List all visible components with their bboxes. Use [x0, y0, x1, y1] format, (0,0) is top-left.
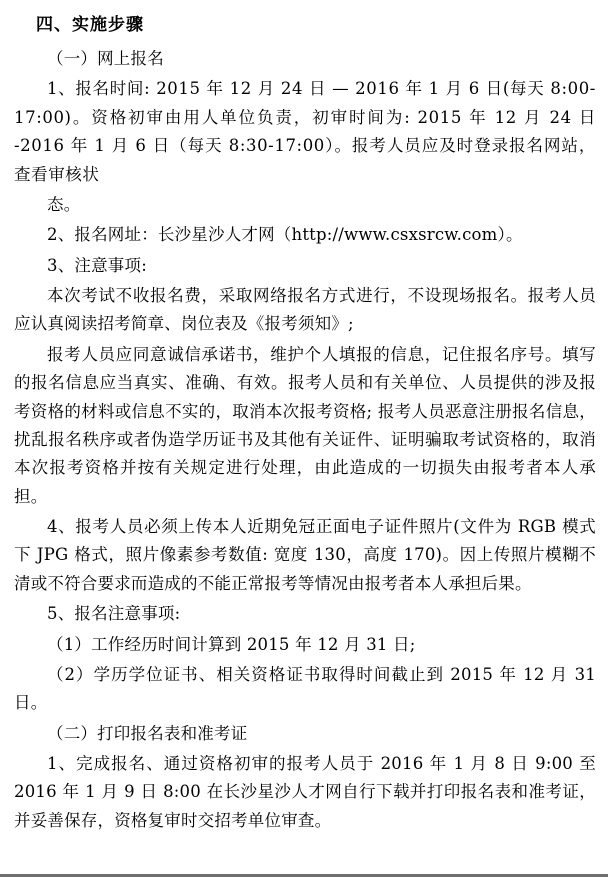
paragraph-1-4: 3、注意事项: [47, 255, 147, 275]
page-title: 四、实施步骤 [36, 15, 144, 35]
paragraph-2-1: 1、完成报名、通过资格初审的报考人员于 2016 年 1 月 8 日 9:00 至 2016 年 1 月 9 日 8:00 在长沙星沙人才网自行下载并打印报名表和准考证，并妥善保存，资格复审时交招考单位审查。 [14, 754, 596, 830]
paragraph-1-3: 2、报名网址：长沙星沙人才网（http://www.csxsrcw.com）。 [47, 225, 523, 245]
paragraph-1-1: 1、报名时间: 2015 年 12 月 24 日 — 2016 年 1 月 6 日(每天 8:00-17:00)。资格初审由用人单位负责，初审时间为: 2015 年 12 月 24 日 -2016 年 1 月 6 日（每天 8:30-17:00）。报考人员应及时登录报名网站，查看审核状 [14, 79, 596, 184]
paragraph-1-9: （1）工作经历时间计算到 2015 年 12 月 31 日; [47, 634, 416, 654]
section-title-1: （一）网上报名 [47, 49, 164, 68]
paragraph-1-10: （2）学历学位证书、相关资格证书取得时间截止到 2015 年 12 月 31 日。 [14, 664, 596, 713]
paragraph-1-5: 本次考试不收报名费，采取网络报名方式进行，不设现场报名。报考人员应认真阅读招考简章、岗位表及《报考须知》; [14, 286, 596, 334]
paragraph-1-7: 4、报考人员必须上传本人近期免冠正面电子证件照片(文件为 RGB 模式下 JPG 格式，照片像素参考数值: 宽度 130，高度 170)。因上传照片模糊不清或不符合要求而造成的不能正常报考等情况由报考者本人承担后果。 [14, 517, 596, 593]
paragraph-1-8: 5、报名注意事项: [47, 604, 181, 624]
paragraph-1-6: 报考人员应同意诚信承诺书，维护个人填报的信息，记住报名序号。填写的报名信息应当真实、准确、有效。报考人员和有关单位、人员提供的涉及报考资格的材料或信息不实的，取消本次报考资格; 报考人员恶意注册报名信息，扰乱报名秩序或者伪造学历证书及其他有关证件、证明骗取考试资格的，取消本次报考资格并按有关规定进行处理，由此造成的一切损失由报考者本人承担。 [14, 344, 596, 506]
section-title-2: （二）打印报名表和准考证 [47, 723, 248, 743]
paragraph-1-2: 态。 [47, 194, 81, 214]
